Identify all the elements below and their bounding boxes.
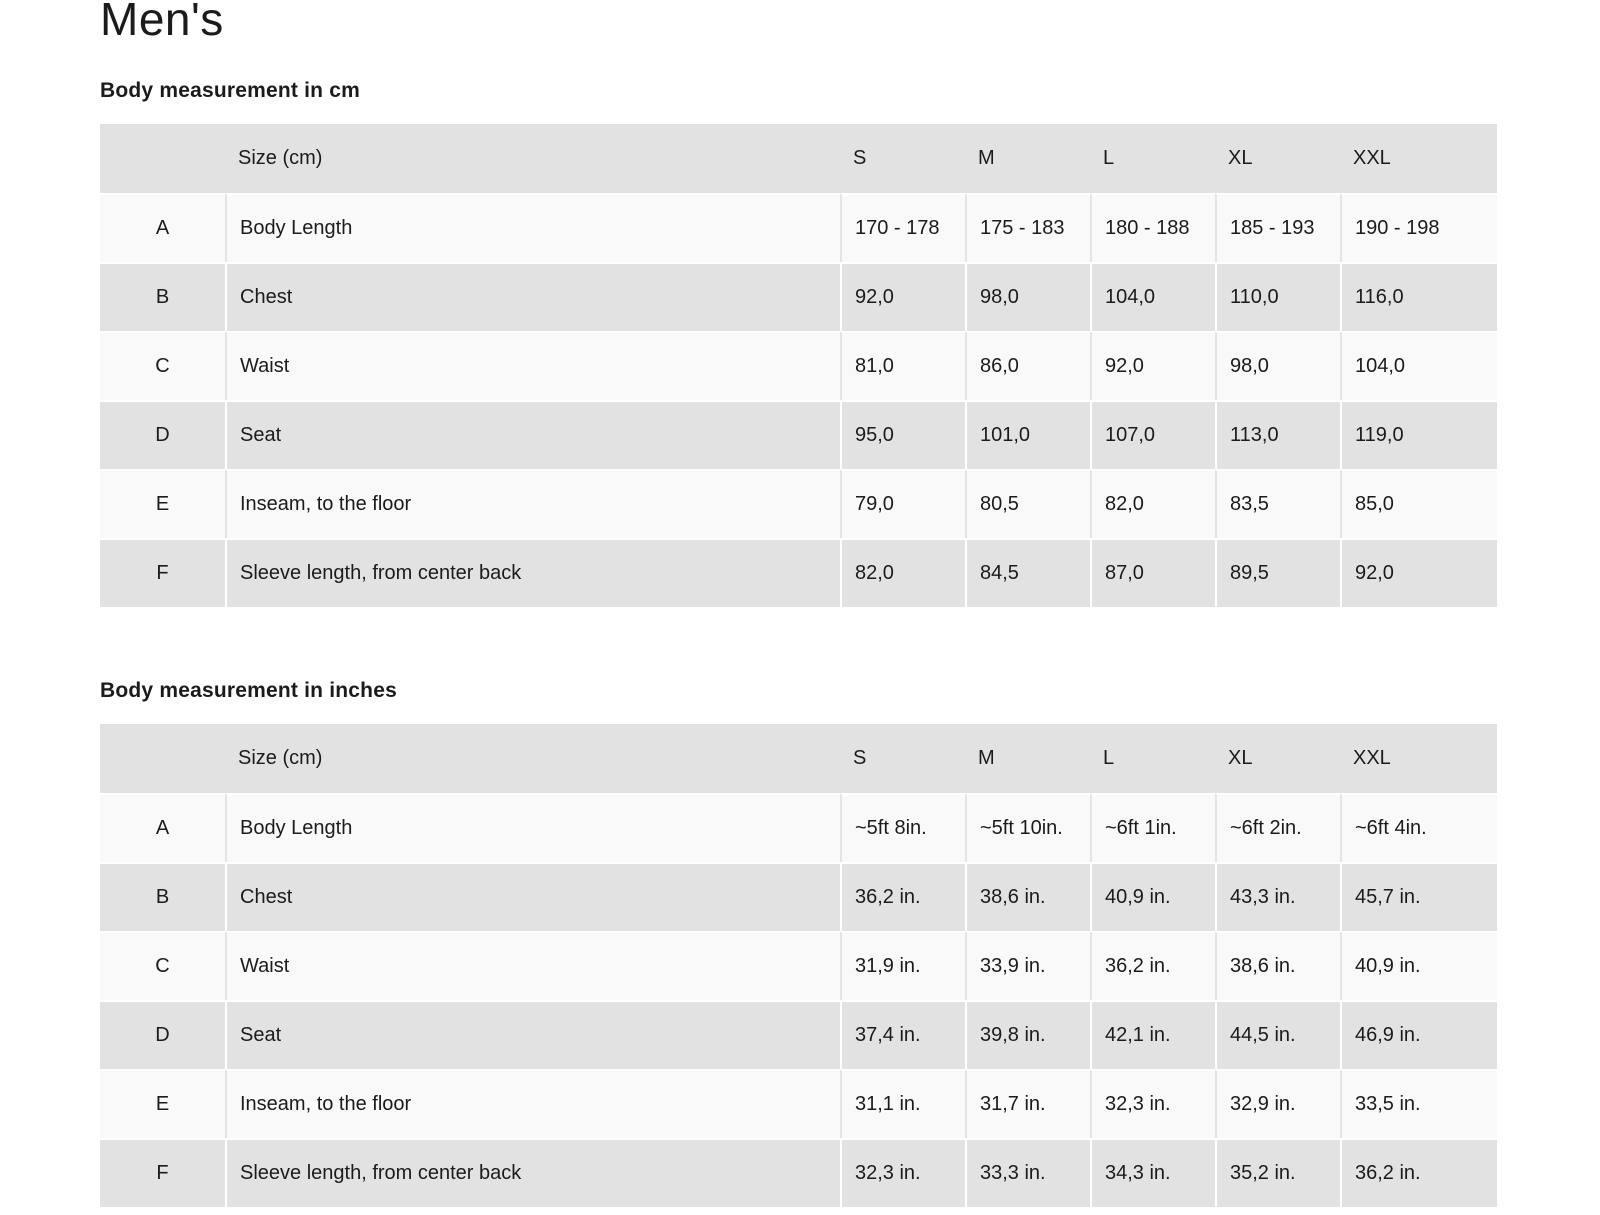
column-header: S: [853, 747, 867, 770]
cell-value: 83,5: [1215, 469, 1340, 538]
table-header-row: [100, 124, 1497, 193]
cell-value: 43,3 in.: [1215, 862, 1340, 931]
column-header: M: [978, 147, 995, 170]
table-row: [100, 1000, 1497, 1069]
cell-value: 33,3 in.: [965, 1138, 1090, 1207]
cell-value: 36,2 in.: [1340, 1138, 1497, 1207]
row-letter: B: [100, 262, 225, 331]
cell-value: 45,7 in.: [1340, 862, 1497, 931]
row-label: Inseam, to the floor: [225, 1069, 840, 1138]
section-inches: [100, 678, 1497, 1207]
column-header-blank: [100, 724, 225, 793]
cell-value: 104,0: [1090, 262, 1215, 331]
cell-value: ~6ft 4in.: [1340, 793, 1497, 862]
row-letter: D: [100, 1000, 225, 1069]
cell-value: 35,2 in.: [1215, 1138, 1340, 1207]
cell-value: 36,2 in.: [1090, 931, 1215, 1000]
column-header: L: [1103, 747, 1115, 770]
column-header: XL: [1228, 147, 1253, 170]
cell-value: 36,2 in.: [840, 862, 965, 931]
cell-value: 85,0: [1340, 469, 1497, 538]
column-header: Size (cm): [238, 747, 323, 770]
column-header: XL: [1228, 747, 1253, 770]
row-letter: C: [100, 931, 225, 1000]
cell-value: 40,9 in.: [1340, 931, 1497, 1000]
row-label: Inseam, to the floor: [225, 469, 840, 538]
table-row: [100, 931, 1497, 1000]
cell-value: 40,9 in.: [1090, 862, 1215, 931]
cell-value: 46,9 in.: [1340, 1000, 1497, 1069]
cell-value: 101,0: [965, 400, 1090, 469]
column-header: M: [978, 747, 995, 770]
cell-value: 31,1 in.: [840, 1069, 965, 1138]
cell-value: 32,9 in.: [1215, 1069, 1340, 1138]
row-letter: F: [100, 538, 225, 607]
cell-value: 175 - 183: [965, 193, 1090, 262]
cell-value: 31,9 in.: [840, 931, 965, 1000]
cell-value: 104,0: [1340, 331, 1497, 400]
row-label: Waist: [225, 331, 840, 400]
cell-value: 81,0: [840, 331, 965, 400]
cell-value: 33,5 in.: [1340, 1069, 1497, 1138]
table-row: [100, 862, 1497, 931]
column-header-blank: [100, 124, 225, 193]
cell-value: 92,0: [1340, 538, 1497, 607]
cell-value: 170 - 178: [840, 193, 965, 262]
cell-value: 107,0: [1090, 400, 1215, 469]
cell-value: 110,0: [1215, 262, 1340, 331]
size-table-cm: [100, 124, 1497, 607]
cell-value: 180 - 188: [1090, 193, 1215, 262]
column-header: S: [853, 147, 867, 170]
cell-value: 92,0: [1090, 331, 1215, 400]
cell-value: 95,0: [840, 400, 965, 469]
cell-value: 38,6 in.: [1215, 931, 1340, 1000]
cell-value: 79,0: [840, 469, 965, 538]
cell-value: 98,0: [1215, 331, 1340, 400]
cell-value: 119,0: [1340, 400, 1497, 469]
table-row: [100, 469, 1497, 538]
cell-value: 190 - 198: [1340, 193, 1497, 262]
table-row: [100, 793, 1497, 862]
size-guide-page: [100, 0, 1497, 1215]
row-letter: A: [100, 193, 225, 262]
row-label: Chest: [225, 862, 840, 931]
section-heading-inches: Body measurement in inches: [100, 679, 397, 703]
table-row: [100, 400, 1497, 469]
row-letter: A: [100, 793, 225, 862]
cell-value: 32,3 in.: [840, 1138, 965, 1207]
table-row: [100, 538, 1497, 607]
row-letter: F: [100, 1138, 225, 1207]
cell-value: 116,0: [1340, 262, 1497, 331]
row-letter: E: [100, 469, 225, 538]
cell-value: ~5ft 10in.: [965, 793, 1090, 862]
table-row: [100, 193, 1497, 262]
cell-value: ~6ft 2in.: [1215, 793, 1340, 862]
size-table-inches: [100, 724, 1497, 1207]
row-label: Sleeve length, from center back: [225, 538, 840, 607]
row-label: Sleeve length, from center back: [225, 1138, 840, 1207]
row-letter: D: [100, 400, 225, 469]
cell-value: 92,0: [840, 262, 965, 331]
cell-value: 34,3 in.: [1090, 1138, 1215, 1207]
section-cm: [100, 78, 1497, 607]
cell-value: 82,0: [840, 538, 965, 607]
row-letter: C: [100, 331, 225, 400]
cell-value: 31,7 in.: [965, 1069, 1090, 1138]
section-heading-cm: Body measurement in cm: [100, 79, 360, 102]
row-letter: E: [100, 1069, 225, 1138]
cell-value: ~6ft 1in.: [1090, 793, 1215, 862]
cell-value: 87,0: [1090, 538, 1215, 607]
cell-value: 84,5: [965, 538, 1090, 607]
cell-value: 82,0: [1090, 469, 1215, 538]
cell-value: 185 - 193: [1215, 193, 1340, 262]
row-label: Chest: [225, 262, 840, 331]
cell-value: ~5ft 8in.: [840, 793, 965, 862]
cell-value: 37,4 in.: [840, 1000, 965, 1069]
cell-value: 86,0: [965, 331, 1090, 400]
row-label: Waist: [225, 931, 840, 1000]
cell-value: 39,8 in.: [965, 1000, 1090, 1069]
table-row: [100, 1138, 1497, 1207]
page-title: Men's: [100, 0, 224, 45]
table-row: [100, 262, 1497, 331]
cell-value: 80,5: [965, 469, 1090, 538]
row-letter: B: [100, 862, 225, 931]
cell-value: 38,6 in.: [965, 862, 1090, 931]
table-row: [100, 1069, 1497, 1138]
row-label: Body Length: [225, 193, 840, 262]
row-label: Seat: [225, 400, 840, 469]
table-header-row: [100, 724, 1497, 793]
column-header: L: [1103, 147, 1115, 170]
cell-value: 32,3 in.: [1090, 1069, 1215, 1138]
column-header: XXL: [1353, 147, 1391, 170]
cell-value: 33,9 in.: [965, 931, 1090, 1000]
column-header: XXL: [1353, 747, 1391, 770]
column-header: Size (cm): [238, 147, 323, 170]
cell-value: 98,0: [965, 262, 1090, 331]
cell-value: 42,1 in.: [1090, 1000, 1215, 1069]
table-row: [100, 331, 1497, 400]
row-label: Body Length: [225, 793, 840, 862]
row-label: Seat: [225, 1000, 840, 1069]
cell-value: 113,0: [1215, 400, 1340, 469]
cell-value: 89,5: [1215, 538, 1340, 607]
cell-value: 44,5 in.: [1215, 1000, 1340, 1069]
